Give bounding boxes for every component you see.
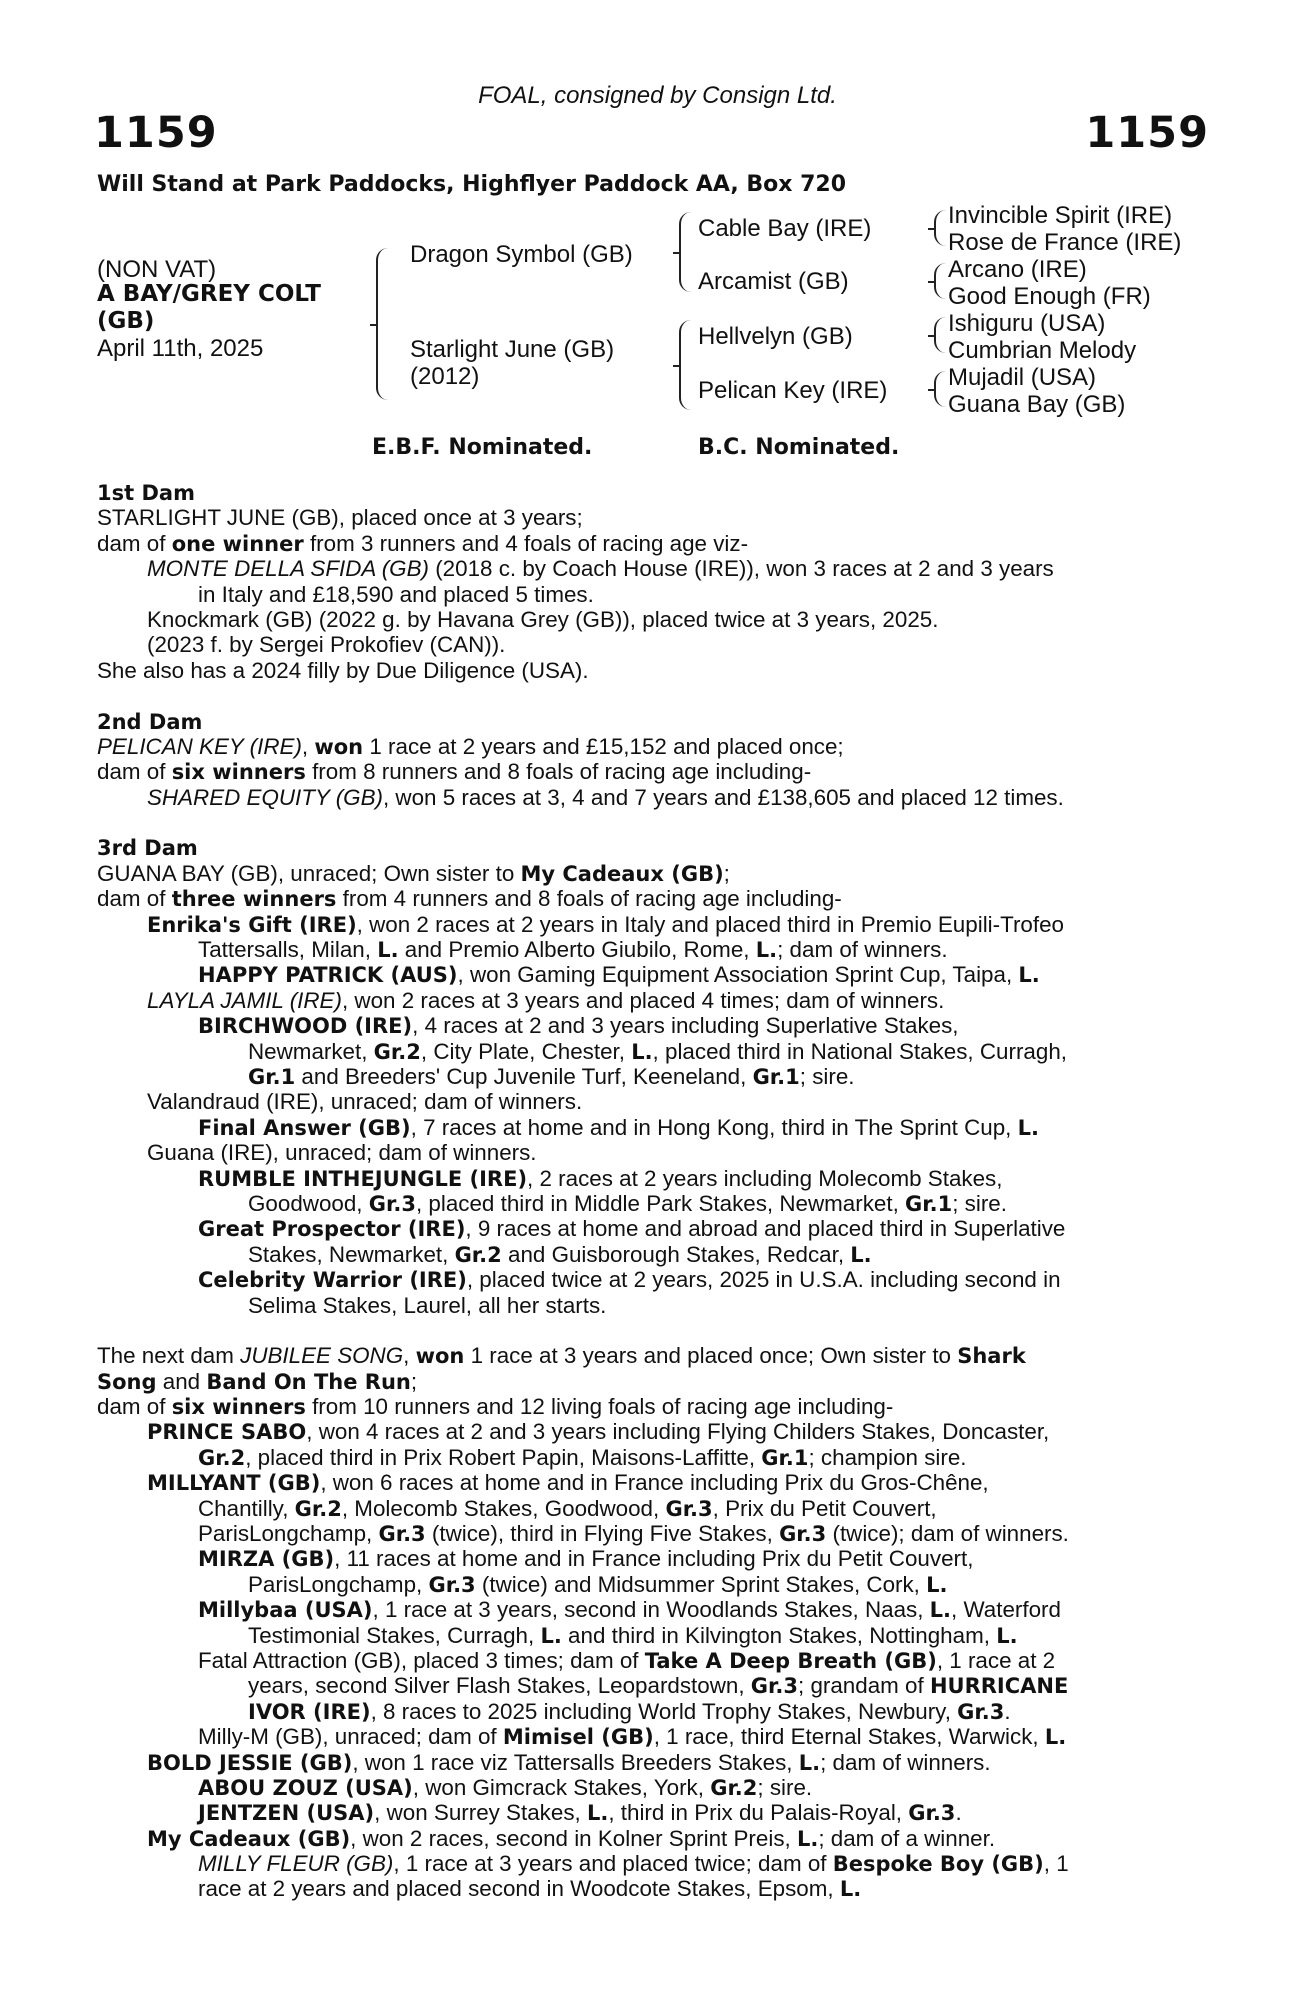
- spacer: [97, 810, 1207, 835]
- text-line: Final Answer (GB), 7 races at home and in Hong Kong, third in The Sprint Cup, L.: [198, 1114, 1039, 1140]
- text-line: Millybaa (USA), 1 race at 3 years, second in Woodlands Stakes, Naas, L., Waterford: [198, 1597, 1061, 1623]
- text-line: My Cadeaux (GB), won 2 races, second in Kolner Sprint Preis, L.; dam of a winner.: [147, 1825, 996, 1851]
- text-line: race at 2 years and placed second in Woodcote Stakes, Epsom, L.: [198, 1876, 862, 1902]
- horse-breeding-country: (GB): [97, 308, 155, 334]
- text-line: STARLIGHT JUNE (GB), placed once at 3 years;: [97, 505, 583, 531]
- text-line: Fatal Attraction (GB), placed 3 times; dam of Take A Deep Breath (GB), 1 race at 2: [198, 1647, 1056, 1673]
- sire-dam-name: Arcamist (GB): [698, 268, 849, 295]
- text-line: Goodwood, Gr.3, placed third in Middle Park Stakes, Newmarket, Gr.1; sire.: [248, 1190, 1007, 1216]
- text-line: dam of three winners from 4 runners and 8 foals of racing age including-: [97, 886, 842, 912]
- text-line: Enrika's Gift (IRE), won 2 races at 2 years in Italy and placed third in Premio Eupili-Trofeo: [147, 911, 1064, 937]
- section-heading-1st-dam: 1st Dam: [97, 481, 195, 505]
- sire-name: Dragon Symbol (GB): [410, 241, 633, 268]
- lot-number-right: 1159: [1085, 108, 1209, 158]
- text-line: MONTE DELLA SFIDA (GB) (2018 c. by Coach House (IRE)), won 3 races at 2 and 3 years: [147, 556, 1054, 582]
- text-line: PRINCE SABO, won 4 races at 2 and 3 years including Flying Childers Stakes, Doncaster,: [147, 1419, 1050, 1445]
- dam-line-details: [97, 480, 1207, 1902]
- text-line: BOLD JESSIE (GB), won 1 race viz Tattersalls Breeders Stakes, L.; dam of winners.: [147, 1749, 991, 1775]
- pedigree-g3-4: Good Enough (FR): [948, 283, 1151, 310]
- dam-dam-name: Pelican Key (IRE): [698, 377, 888, 404]
- text-line: Song and Band On The Run;: [97, 1368, 418, 1394]
- text-line: BIRCHWOOD (IRE), 4 races at 2 and 3 years including Superlative Stakes,: [198, 1013, 959, 1039]
- ebf-nomination: E.B.F. Nominated.: [372, 435, 593, 460]
- text-line: Gr.1 and Breeders' Cup Juvenile Turf, Keeneland, Gr.1; sire.: [248, 1063, 855, 1089]
- section-heading-2nd-dam: 2nd Dam: [97, 709, 203, 734]
- stand-location: Will Stand at Park Paddocks, Highflyer Paddock AA, Box 720: [97, 172, 847, 197]
- text-line: The next dam JUBILEE SONG, won 1 race at 3 years and placed once; Own sister to Shark: [97, 1343, 1026, 1369]
- pedigree-g3-6: Cumbrian Melody: [948, 337, 1137, 364]
- text-line: Testimonial Stakes, Curragh, L. and third in Kilvington Stakes, Nottingham, L.: [248, 1622, 1018, 1648]
- dam-sire-name: Hellvelyn (GB): [698, 323, 853, 350]
- dam-name: Starlight June (GB): [410, 336, 615, 363]
- pedigree-brace-g3-3: [934, 317, 946, 353]
- pedigree-brace-g3-1: [934, 210, 946, 246]
- pedigree-brace-dam: [679, 320, 691, 410]
- text-line: ParisLongchamp, Gr.3 (twice) and Midsummer Sprint Stakes, Cork, L.: [248, 1571, 948, 1597]
- text-line: SHARED EQUITY (GB), won 5 races at 3, 4 and 7 years and £138,605 and placed 12 times.: [147, 784, 1064, 810]
- pedigree-g3-3: Arcano (IRE): [948, 256, 1087, 283]
- pedigree-g3-2: Rose de France (IRE): [948, 229, 1182, 256]
- pedigree-g3-7: Mujadil (USA): [948, 364, 1097, 391]
- bc-nomination: B.C. Nominated.: [698, 435, 900, 460]
- pedigree-brace-main: [376, 248, 388, 400]
- text-line: MILLYANT (GB), won 6 races at home and in France including Prix du Gros-Chêne,: [147, 1470, 989, 1496]
- text-line: ABOU ZOUZ (USA), won Gimcrack Stakes, York, Gr.2; sire.: [198, 1774, 813, 1800]
- dam-year: (2012): [410, 363, 480, 390]
- pedigree-g3-5: Ishiguru (USA): [948, 310, 1106, 337]
- text-line: MIRZA (GB), 11 races at home and in France including Prix du Petit Couvert,: [198, 1546, 974, 1572]
- text-line: Celebrity Warrior (IRE), placed twice at 2 years, 2025 in U.S.A. including second in: [198, 1267, 1061, 1293]
- text-line: HAPPY PATRICK (AUS), won Gaming Equipment Association Sprint Cup, Taipa, L.: [198, 962, 1040, 988]
- text-line: PELICAN KEY (IRE), won 1 race at 2 years and £15,152 and placed once;: [97, 733, 844, 759]
- text-line: Valandraud (IRE), unraced; dam of winners.: [147, 1089, 583, 1115]
- text-line: ParisLongchamp, Gr.3 (twice), third in Flying Five Stakes, Gr.3 (twice); dam of winners.: [198, 1521, 1069, 1547]
- horse-description: A BAY/GREY COLT: [97, 281, 321, 307]
- text-line: Knockmark (GB) (2022 g. by Havana Grey (GB)), placed twice at 3 years, 2025.: [147, 606, 939, 632]
- text-line: Gr.2, placed third in Prix Robert Papin, Maisons-Laffitte, Gr.1; champion sire.: [198, 1444, 967, 1470]
- pedigree-brace-g3-2: [934, 263, 946, 299]
- section-heading-3rd-dam: 3rd Dam: [97, 836, 198, 861]
- text-line: Great Prospector (IRE), 9 races at home and abroad and placed third in Superlative: [198, 1216, 1066, 1242]
- text-line: Milly-M (GB), unraced; dam of Mimisel (GB), 1 race, third Eternal Stakes, Warwick, L.: [198, 1724, 1067, 1750]
- text-line: Selima Stakes, Laurel, all her starts.: [248, 1292, 607, 1318]
- text-line: MILLY FLEUR (GB), 1 race at 3 years and placed twice; dam of Bespoke Boy (GB), 1: [198, 1851, 1069, 1877]
- text-line: dam of one winner from 3 runners and 4 foals of racing age viz-: [97, 530, 749, 556]
- text-line: Newmarket, Gr.2, City Plate, Chester, L., placed third in National Stakes, Curragh,: [248, 1038, 1067, 1064]
- text-line: in Italy and £18,590 and placed 5 times.: [198, 581, 594, 607]
- foaling-date: April 11th, 2025: [97, 335, 264, 362]
- text-line: GUANA BAY (GB), unraced; Own sister to My Cadeaux (GB);: [97, 860, 730, 886]
- pedigree-g3-8: Guana Bay (GB): [948, 391, 1126, 418]
- text-line: years, second Silver Flash Stakes, Leopardstown, Gr.3; grandam of HURRICANE: [248, 1673, 1069, 1699]
- pedigree-brace-sire: [679, 212, 691, 292]
- text-line: Guana (IRE), unraced; dam of winners.: [147, 1140, 537, 1166]
- vat-status: (NON VAT): [97, 256, 217, 283]
- text-line: RUMBLE INTHEJUNGLE (IRE), 2 races at 2 years including Molecomb Stakes,: [198, 1165, 1003, 1191]
- text-line: (2023 f. by Sergei Prokofiev (CAN)).: [147, 632, 506, 658]
- pedigree-g3-1: Invincible Spirit (IRE): [948, 202, 1173, 229]
- pedigree-brace-g3-4: [934, 371, 946, 407]
- text-line: Tattersalls, Milan, L. and Premio Alberto Giubilo, Rome, L.; dam of winners.: [198, 937, 948, 963]
- text-line: Chantilly, Gr.2, Molecomb Stakes, Goodwood, Gr.3, Prix du Petit Couvert,: [198, 1495, 937, 1521]
- consignment-line: FOAL, consigned by Consign Ltd.: [478, 82, 837, 109]
- sire-sire-name: Cable Bay (IRE): [698, 215, 872, 242]
- text-line: She also has a 2024 filly by Due Diligence (USA).: [97, 657, 589, 683]
- text-line: dam of six winners from 10 runners and 12 living foals of racing age including-: [97, 1394, 894, 1420]
- text-line: dam of six winners from 8 runners and 8 foals of racing age including-: [97, 759, 812, 785]
- text-line: Stakes, Newmarket, Gr.2 and Guisborough Stakes, Redcar, L.: [248, 1241, 872, 1267]
- spacer: [97, 683, 1207, 708]
- spacer: [97, 1318, 1207, 1343]
- lot-number-left: 1159: [94, 108, 218, 158]
- text-line: IVOR (IRE), 8 races to 2025 including World Trophy Stakes, Newbury, Gr.3.: [248, 1698, 1011, 1724]
- text-line: JENTZEN (USA), won Surrey Stakes, L., third in Prix du Palais-Royal, Gr.3.: [198, 1800, 962, 1826]
- text-line: LAYLA JAMIL (IRE), won 2 races at 3 years and placed 4 times; dam of winners.: [147, 987, 945, 1013]
